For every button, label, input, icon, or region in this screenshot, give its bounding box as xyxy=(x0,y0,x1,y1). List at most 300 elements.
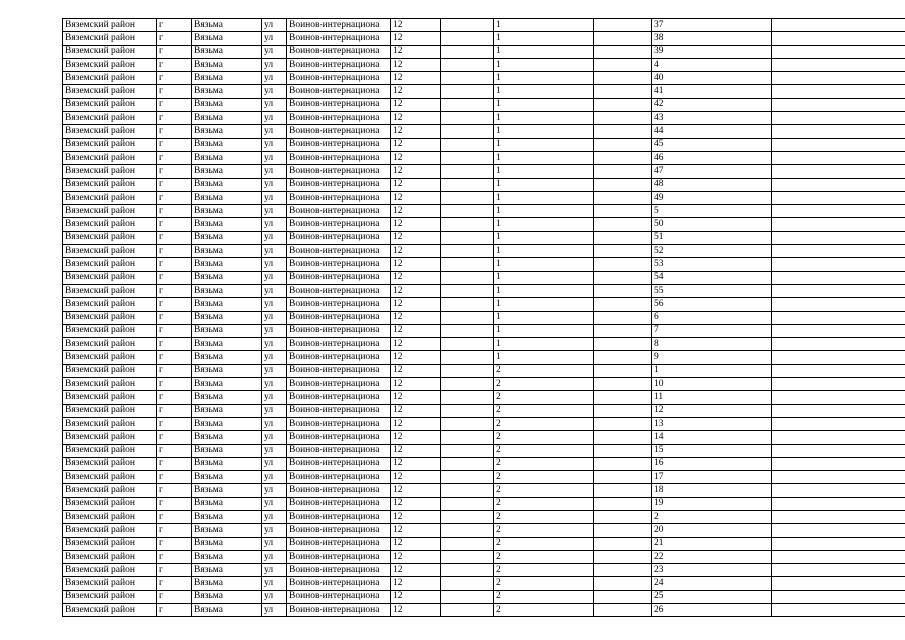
cell-entrance[interactable]: 1 xyxy=(494,324,594,337)
cell-entrance[interactable]: 1 xyxy=(494,98,594,111)
cell-entrance[interactable]: 1 xyxy=(494,178,594,191)
cell-settlement-type[interactable]: г xyxy=(157,138,192,151)
cell-settlement-type[interactable]: г xyxy=(157,524,192,537)
cell-building[interactable] xyxy=(441,604,494,617)
cell-settlement[interactable]: Вязьма xyxy=(192,364,262,377)
cell-street-type[interactable]: ул xyxy=(262,364,287,377)
cell-settlement-type[interactable]: г xyxy=(157,205,192,218)
cell-apartment[interactable]: 10 xyxy=(652,378,772,391)
cell-street-type[interactable]: ул xyxy=(262,404,287,417)
cell-settlement[interactable]: Вязьма xyxy=(192,457,262,470)
cell-blank[interactable] xyxy=(772,218,905,231)
cell-building[interactable] xyxy=(441,205,494,218)
cell-street[interactable]: Воинов-интернациона xyxy=(287,311,391,324)
cell-street[interactable]: Воинов-интернациона xyxy=(287,364,391,377)
cell-street[interactable]: Воинов-интернациона xyxy=(287,58,391,71)
cell-floor[interactable] xyxy=(594,590,652,603)
cell-settlement-type[interactable]: г xyxy=(157,178,192,191)
cell-blank[interactable] xyxy=(772,537,905,550)
cell-house[interactable]: 12 xyxy=(391,178,441,191)
cell-settlement[interactable]: Вязьма xyxy=(192,471,262,484)
cell-apartment[interactable]: 25 xyxy=(652,590,772,603)
cell-blank[interactable] xyxy=(772,524,905,537)
cell-house[interactable]: 12 xyxy=(391,45,441,58)
cell-blank[interactable] xyxy=(772,298,905,311)
cell-entrance[interactable]: 1 xyxy=(494,19,594,32)
cell-settlement-type[interactable]: г xyxy=(157,550,192,563)
cell-apartment[interactable]: 40 xyxy=(652,72,772,85)
cell-settlement-type[interactable]: г xyxy=(157,271,192,284)
cell-district[interactable]: Вяземский район xyxy=(63,324,157,337)
cell-house[interactable]: 12 xyxy=(391,404,441,417)
cell-district[interactable]: Вяземский район xyxy=(63,45,157,58)
cell-district[interactable]: Вяземский район xyxy=(63,72,157,85)
cell-entrance[interactable]: 2 xyxy=(494,391,594,404)
cell-district[interactable]: Вяземский район xyxy=(63,524,157,537)
cell-settlement-type[interactable]: г xyxy=(157,311,192,324)
cell-building[interactable] xyxy=(441,258,494,271)
cell-district[interactable]: Вяземский район xyxy=(63,431,157,444)
cell-district[interactable]: Вяземский район xyxy=(63,138,157,151)
cell-building[interactable] xyxy=(441,98,494,111)
cell-house[interactable]: 12 xyxy=(391,151,441,164)
cell-settlement-type[interactable]: г xyxy=(157,72,192,85)
cell-settlement-type[interactable]: г xyxy=(157,364,192,377)
cell-floor[interactable] xyxy=(594,58,652,71)
cell-settlement-type[interactable]: г xyxy=(157,510,192,523)
cell-apartment[interactable]: 45 xyxy=(652,138,772,151)
cell-entrance[interactable]: 1 xyxy=(494,112,594,125)
cell-district[interactable]: Вяземский район xyxy=(63,58,157,71)
cell-settlement[interactable]: Вязьма xyxy=(192,231,262,244)
cell-district[interactable]: Вяземский район xyxy=(63,510,157,523)
cell-district[interactable]: Вяземский район xyxy=(63,471,157,484)
cell-street[interactable]: Воинов-интернациона xyxy=(287,191,391,204)
cell-building[interactable] xyxy=(441,151,494,164)
cell-settlement[interactable]: Вязьма xyxy=(192,524,262,537)
cell-street-type[interactable]: ул xyxy=(262,391,287,404)
cell-settlement[interactable]: Вязьма xyxy=(192,165,262,178)
cell-blank[interactable] xyxy=(772,590,905,603)
cell-blank[interactable] xyxy=(772,205,905,218)
cell-apartment[interactable]: 21 xyxy=(652,537,772,550)
cell-house[interactable]: 12 xyxy=(391,72,441,85)
cell-street[interactable]: Воинов-интернациона xyxy=(287,391,391,404)
cell-blank[interactable] xyxy=(772,19,905,32)
cell-apartment[interactable]: 54 xyxy=(652,271,772,284)
cell-street[interactable]: Воинов-интернациона xyxy=(287,590,391,603)
cell-settlement-type[interactable]: г xyxy=(157,218,192,231)
cell-house[interactable]: 12 xyxy=(391,351,441,364)
cell-settlement-type[interactable]: г xyxy=(157,590,192,603)
cell-house[interactable]: 12 xyxy=(391,524,441,537)
cell-house[interactable]: 12 xyxy=(391,391,441,404)
cell-entrance[interactable]: 1 xyxy=(494,58,594,71)
cell-settlement[interactable]: Вязьма xyxy=(192,577,262,590)
cell-settlement[interactable]: Вязьма xyxy=(192,72,262,85)
cell-district[interactable]: Вяземский район xyxy=(63,550,157,563)
cell-floor[interactable] xyxy=(594,391,652,404)
cell-settlement[interactable]: Вязьма xyxy=(192,484,262,497)
cell-building[interactable] xyxy=(441,218,494,231)
cell-settlement[interactable]: Вязьма xyxy=(192,378,262,391)
cell-district[interactable]: Вяземский район xyxy=(63,231,157,244)
cell-building[interactable] xyxy=(441,497,494,510)
cell-street[interactable]: Воинов-интернациона xyxy=(287,417,391,430)
cell-street[interactable]: Воинов-интернациона xyxy=(287,178,391,191)
cell-entrance[interactable]: 2 xyxy=(494,510,594,523)
cell-street-type[interactable]: ул xyxy=(262,484,287,497)
cell-floor[interactable] xyxy=(594,564,652,577)
cell-settlement[interactable]: Вязьма xyxy=(192,271,262,284)
cell-street-type[interactable]: ул xyxy=(262,311,287,324)
cell-entrance[interactable]: 2 xyxy=(494,417,594,430)
cell-settlement[interactable]: Вязьма xyxy=(192,178,262,191)
cell-building[interactable] xyxy=(441,324,494,337)
cell-street[interactable]: Воинов-интернациона xyxy=(287,604,391,617)
cell-blank[interactable] xyxy=(772,351,905,364)
cell-apartment[interactable]: 1 xyxy=(652,364,772,377)
cell-blank[interactable] xyxy=(772,550,905,563)
cell-blank[interactable] xyxy=(772,471,905,484)
cell-settlement[interactable]: Вязьма xyxy=(192,298,262,311)
cell-house[interactable]: 12 xyxy=(391,298,441,311)
cell-street[interactable]: Воинов-интернациона xyxy=(287,151,391,164)
cell-building[interactable] xyxy=(441,231,494,244)
cell-entrance[interactable]: 1 xyxy=(494,298,594,311)
cell-street[interactable]: Воинов-интернациона xyxy=(287,404,391,417)
cell-entrance[interactable]: 1 xyxy=(494,45,594,58)
cell-building[interactable] xyxy=(441,431,494,444)
cell-floor[interactable] xyxy=(594,45,652,58)
cell-district[interactable]: Вяземский район xyxy=(63,351,157,364)
cell-street-type[interactable]: ул xyxy=(262,457,287,470)
cell-blank[interactable] xyxy=(772,510,905,523)
cell-district[interactable]: Вяземский район xyxy=(63,338,157,351)
cell-building[interactable] xyxy=(441,338,494,351)
cell-entrance[interactable]: 1 xyxy=(494,338,594,351)
cell-floor[interactable] xyxy=(594,165,652,178)
cell-building[interactable] xyxy=(441,45,494,58)
cell-floor[interactable] xyxy=(594,151,652,164)
cell-district[interactable]: Вяземский район xyxy=(63,457,157,470)
cell-settlement[interactable]: Вязьма xyxy=(192,564,262,577)
cell-entrance[interactable]: 2 xyxy=(494,404,594,417)
cell-house[interactable]: 12 xyxy=(391,364,441,377)
cell-settlement[interactable]: Вязьма xyxy=(192,138,262,151)
cell-floor[interactable] xyxy=(594,218,652,231)
cell-building[interactable] xyxy=(441,537,494,550)
cell-street[interactable]: Воинов-интернациона xyxy=(287,112,391,125)
cell-settlement[interactable]: Вязьма xyxy=(192,537,262,550)
cell-house[interactable]: 12 xyxy=(391,550,441,563)
cell-settlement-type[interactable]: г xyxy=(157,351,192,364)
cell-street-type[interactable]: ул xyxy=(262,564,287,577)
cell-apartment[interactable]: 14 xyxy=(652,431,772,444)
cell-street-type[interactable]: ул xyxy=(262,125,287,138)
cell-house[interactable]: 12 xyxy=(391,85,441,98)
cell-apartment[interactable]: 6 xyxy=(652,311,772,324)
cell-apartment[interactable]: 15 xyxy=(652,444,772,457)
cell-street-type[interactable]: ул xyxy=(262,590,287,603)
cell-house[interactable]: 12 xyxy=(391,444,441,457)
cell-floor[interactable] xyxy=(594,98,652,111)
cell-building[interactable] xyxy=(441,444,494,457)
cell-street[interactable]: Воинов-интернациона xyxy=(287,431,391,444)
cell-street-type[interactable]: ул xyxy=(262,524,287,537)
cell-district[interactable]: Вяземский район xyxy=(63,32,157,45)
cell-settlement[interactable]: Вязьма xyxy=(192,284,262,297)
cell-blank[interactable] xyxy=(772,284,905,297)
cell-building[interactable] xyxy=(441,245,494,258)
cell-street[interactable]: Воинов-интернациона xyxy=(287,258,391,271)
cell-settlement[interactable]: Вязьма xyxy=(192,19,262,32)
cell-apartment[interactable]: 17 xyxy=(652,471,772,484)
cell-district[interactable]: Вяземский район xyxy=(63,178,157,191)
cell-house[interactable]: 12 xyxy=(391,205,441,218)
cell-blank[interactable] xyxy=(772,457,905,470)
cell-street[interactable]: Воинов-интернациона xyxy=(287,205,391,218)
cell-street[interactable]: Воинов-интернациона xyxy=(287,457,391,470)
cell-blank[interactable] xyxy=(772,72,905,85)
cell-blank[interactable] xyxy=(772,138,905,151)
cell-entrance[interactable]: 1 xyxy=(494,258,594,271)
cell-apartment[interactable]: 11 xyxy=(652,391,772,404)
cell-settlement[interactable]: Вязьма xyxy=(192,205,262,218)
cell-building[interactable] xyxy=(441,510,494,523)
cell-apartment[interactable]: 8 xyxy=(652,338,772,351)
cell-street-type[interactable]: ул xyxy=(262,298,287,311)
cell-apartment[interactable]: 39 xyxy=(652,45,772,58)
cell-street[interactable]: Воинов-интернациона xyxy=(287,351,391,364)
cell-house[interactable]: 12 xyxy=(391,431,441,444)
cell-district[interactable]: Вяземский район xyxy=(63,284,157,297)
cell-district[interactable]: Вяземский район xyxy=(63,404,157,417)
cell-settlement[interactable]: Вязьма xyxy=(192,245,262,258)
cell-entrance[interactable]: 2 xyxy=(494,364,594,377)
cell-building[interactable] xyxy=(441,391,494,404)
cell-street[interactable]: Воинов-интернациона xyxy=(287,497,391,510)
cell-house[interactable]: 12 xyxy=(391,564,441,577)
cell-settlement[interactable]: Вязьма xyxy=(192,351,262,364)
cell-district[interactable]: Вяземский район xyxy=(63,98,157,111)
cell-entrance[interactable]: 2 xyxy=(494,484,594,497)
cell-floor[interactable] xyxy=(594,550,652,563)
cell-street[interactable]: Воинов-интернациона xyxy=(287,245,391,258)
cell-entrance[interactable]: 1 xyxy=(494,231,594,244)
cell-street[interactable]: Воинов-интернациона xyxy=(287,138,391,151)
cell-blank[interactable] xyxy=(772,151,905,164)
cell-settlement[interactable]: Вязьма xyxy=(192,258,262,271)
cell-street-type[interactable]: ул xyxy=(262,178,287,191)
cell-floor[interactable] xyxy=(594,577,652,590)
cell-building[interactable] xyxy=(441,138,494,151)
cell-street-type[interactable]: ул xyxy=(262,604,287,617)
cell-entrance[interactable]: 1 xyxy=(494,245,594,258)
cell-district[interactable]: Вяземский район xyxy=(63,85,157,98)
cell-apartment[interactable]: 49 xyxy=(652,191,772,204)
cell-floor[interactable] xyxy=(594,604,652,617)
cell-entrance[interactable]: 1 xyxy=(494,85,594,98)
cell-settlement[interactable]: Вязьма xyxy=(192,404,262,417)
cell-settlement[interactable]: Вязьма xyxy=(192,497,262,510)
cell-street-type[interactable]: ул xyxy=(262,58,287,71)
cell-building[interactable] xyxy=(441,311,494,324)
cell-floor[interactable] xyxy=(594,351,652,364)
cell-house[interactable]: 12 xyxy=(391,484,441,497)
cell-blank[interactable] xyxy=(772,324,905,337)
cell-apartment[interactable]: 42 xyxy=(652,98,772,111)
cell-settlement[interactable]: Вязьма xyxy=(192,444,262,457)
cell-apartment[interactable]: 37 xyxy=(652,19,772,32)
cell-blank[interactable] xyxy=(772,258,905,271)
cell-floor[interactable] xyxy=(594,271,652,284)
cell-entrance[interactable]: 2 xyxy=(494,471,594,484)
cell-district[interactable]: Вяземский район xyxy=(63,151,157,164)
cell-settlement-type[interactable]: г xyxy=(157,324,192,337)
cell-blank[interactable] xyxy=(772,338,905,351)
cell-district[interactable]: Вяземский район xyxy=(63,577,157,590)
cell-district[interactable]: Вяземский район xyxy=(63,364,157,377)
cell-floor[interactable] xyxy=(594,324,652,337)
cell-street-type[interactable]: ул xyxy=(262,72,287,85)
cell-street-type[interactable]: ул xyxy=(262,165,287,178)
cell-street[interactable]: Воинов-интернациона xyxy=(287,72,391,85)
cell-floor[interactable] xyxy=(594,311,652,324)
cell-apartment[interactable]: 50 xyxy=(652,218,772,231)
cell-building[interactable] xyxy=(441,590,494,603)
cell-entrance[interactable]: 2 xyxy=(494,604,594,617)
cell-floor[interactable] xyxy=(594,524,652,537)
cell-building[interactable] xyxy=(441,378,494,391)
cell-entrance[interactable]: 1 xyxy=(494,218,594,231)
cell-blank[interactable] xyxy=(772,604,905,617)
cell-building[interactable] xyxy=(441,191,494,204)
cell-settlement-type[interactable]: г xyxy=(157,125,192,138)
cell-blank[interactable] xyxy=(772,378,905,391)
cell-floor[interactable] xyxy=(594,19,652,32)
cell-floor[interactable] xyxy=(594,85,652,98)
cell-street[interactable]: Воинов-интернациона xyxy=(287,45,391,58)
cell-settlement-type[interactable]: г xyxy=(157,165,192,178)
cell-street-type[interactable]: ул xyxy=(262,45,287,58)
cell-house[interactable]: 12 xyxy=(391,338,441,351)
cell-floor[interactable] xyxy=(594,298,652,311)
cell-entrance[interactable]: 1 xyxy=(494,138,594,151)
cell-floor[interactable] xyxy=(594,457,652,470)
cell-settlement-type[interactable]: г xyxy=(157,484,192,497)
cell-settlement[interactable]: Вязьма xyxy=(192,98,262,111)
cell-district[interactable]: Вяземский район xyxy=(63,484,157,497)
cell-apartment[interactable]: 47 xyxy=(652,165,772,178)
cell-district[interactable]: Вяземский район xyxy=(63,298,157,311)
cell-building[interactable] xyxy=(441,19,494,32)
cell-house[interactable]: 12 xyxy=(391,271,441,284)
cell-floor[interactable] xyxy=(594,178,652,191)
cell-blank[interactable] xyxy=(772,245,905,258)
cell-street[interactable]: Воинов-интернациона xyxy=(287,338,391,351)
cell-street-type[interactable]: ул xyxy=(262,258,287,271)
cell-house[interactable]: 12 xyxy=(391,604,441,617)
cell-entrance[interactable]: 2 xyxy=(494,444,594,457)
cell-floor[interactable] xyxy=(594,404,652,417)
cell-entrance[interactable]: 1 xyxy=(494,125,594,138)
cell-floor[interactable] xyxy=(594,231,652,244)
cell-building[interactable] xyxy=(441,178,494,191)
cell-street-type[interactable]: ул xyxy=(262,284,287,297)
cell-district[interactable]: Вяземский район xyxy=(63,191,157,204)
cell-settlement-type[interactable]: г xyxy=(157,19,192,32)
cell-blank[interactable] xyxy=(772,484,905,497)
cell-building[interactable] xyxy=(441,165,494,178)
cell-entrance[interactable]: 2 xyxy=(494,537,594,550)
cell-house[interactable]: 12 xyxy=(391,497,441,510)
cell-street-type[interactable]: ул xyxy=(262,151,287,164)
cell-settlement-type[interactable]: г xyxy=(157,417,192,430)
cell-building[interactable] xyxy=(441,471,494,484)
cell-settlement[interactable]: Вязьма xyxy=(192,125,262,138)
cell-blank[interactable] xyxy=(772,165,905,178)
cell-settlement-type[interactable]: г xyxy=(157,378,192,391)
cell-blank[interactable] xyxy=(772,417,905,430)
cell-house[interactable]: 12 xyxy=(391,165,441,178)
cell-blank[interactable] xyxy=(772,98,905,111)
cell-floor[interactable] xyxy=(594,484,652,497)
cell-apartment[interactable]: 46 xyxy=(652,151,772,164)
cell-street[interactable]: Воинов-интернациона xyxy=(287,577,391,590)
cell-apartment[interactable]: 38 xyxy=(652,32,772,45)
cell-entrance[interactable]: 1 xyxy=(494,165,594,178)
cell-street[interactable]: Воинов-интернациона xyxy=(287,231,391,244)
cell-settlement-type[interactable]: г xyxy=(157,431,192,444)
cell-floor[interactable] xyxy=(594,537,652,550)
cell-floor[interactable] xyxy=(594,444,652,457)
cell-house[interactable]: 12 xyxy=(391,324,441,337)
cell-street-type[interactable]: ул xyxy=(262,537,287,550)
cell-apartment[interactable]: 23 xyxy=(652,564,772,577)
cell-settlement[interactable]: Вязьма xyxy=(192,112,262,125)
cell-street-type[interactable]: ул xyxy=(262,231,287,244)
cell-house[interactable]: 12 xyxy=(391,98,441,111)
cell-street[interactable]: Воинов-интернациона xyxy=(287,324,391,337)
cell-district[interactable]: Вяземский район xyxy=(63,271,157,284)
cell-street-type[interactable]: ул xyxy=(262,138,287,151)
cell-entrance[interactable]: 2 xyxy=(494,564,594,577)
cell-settlement-type[interactable]: г xyxy=(157,191,192,204)
cell-apartment[interactable]: 55 xyxy=(652,284,772,297)
cell-apartment[interactable]: 7 xyxy=(652,324,772,337)
cell-street[interactable]: Воинов-интернациона xyxy=(287,444,391,457)
cell-blank[interactable] xyxy=(772,311,905,324)
cell-building[interactable] xyxy=(441,85,494,98)
cell-street[interactable]: Воинов-интернациона xyxy=(287,550,391,563)
cell-building[interactable] xyxy=(441,271,494,284)
cell-settlement-type[interactable]: г xyxy=(157,258,192,271)
cell-house[interactable]: 12 xyxy=(391,58,441,71)
cell-district[interactable]: Вяземский район xyxy=(63,218,157,231)
cell-settlement-type[interactable]: г xyxy=(157,231,192,244)
cell-entrance[interactable]: 1 xyxy=(494,191,594,204)
cell-blank[interactable] xyxy=(772,391,905,404)
cell-street[interactable]: Воинов-интернациона xyxy=(287,484,391,497)
cell-apartment[interactable]: 19 xyxy=(652,497,772,510)
cell-apartment[interactable]: 24 xyxy=(652,577,772,590)
cell-house[interactable]: 12 xyxy=(391,191,441,204)
cell-district[interactable]: Вяземский район xyxy=(63,497,157,510)
cell-building[interactable] xyxy=(441,404,494,417)
cell-street[interactable]: Воинов-интернациона xyxy=(287,271,391,284)
cell-entrance[interactable]: 2 xyxy=(494,577,594,590)
